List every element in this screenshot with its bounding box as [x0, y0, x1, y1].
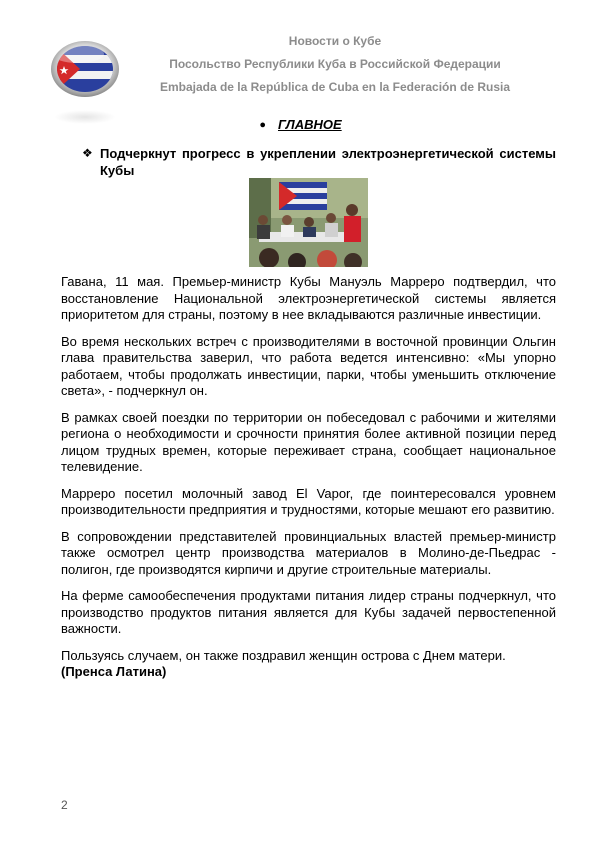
- paragraph: Во время нескольких встреч с производителями в восточной провинции Ольгин глава правительства заверил, что работа ведется интенсивно: «Мы упорно работаем, чтобы продолжать инвестиции, парки, чтобы уменьшить отключение света», - подчеркнул он.: [61, 333, 556, 398]
- paragraph: Гавана, 11 мая. Премьер-министр Кубы Мануэль Марреро подтвердил, что восстановление Национальной электроэнергетической системы является приоритетом для страны, поэтому в нее вкладываются различные инвестиции.: [61, 274, 556, 322]
- header-title: Новости о Кубе: [288, 34, 382, 48]
- paragraph: На ферме самообеспечения продуктами питания лидер страны подчеркнул, что производство продуктов питания является для Кубы задачей первостепенной важности.: [61, 588, 556, 636]
- article-body: [61, 274, 556, 681]
- bullet-icon: ●: [259, 119, 266, 131]
- header-embassy-es: Embajada de la República de Cuba en la Federación de Rusia: [159, 80, 511, 94]
- article-source: (Пренса Латина): [61, 664, 167, 679]
- article-title-text: Подчеркнут прогресс в укреплении электроэнергетической системы Кубы: [100, 146, 556, 178]
- document-header: [0, 0, 601, 110]
- page-number: 2: [61, 798, 68, 812]
- header-embassy-ru: Посольство Республики Куба в Российской Федерации: [169, 57, 501, 71]
- paragraph: В сопровождении представителей провинциальных властей премьер-министр также осмотрел центр производства материалов в Молино-де-Пьедрас - полигон, где производятся кирпичи и другие строительные материалы.: [61, 528, 556, 577]
- paragraph: В рамках своей поездки по территории он побеседовал с рабочими и жителями региона о необходимости и срочности принятия более активной позиции перед лицом трудных времен, которые переживает страна, сообщает национальное телевидение.: [61, 409, 556, 474]
- diamond-bullet-icon: ❖: [82, 146, 93, 160]
- article-title: [82, 145, 556, 179]
- cuban-flag-emblem-icon: [50, 40, 120, 98]
- section-heading: [0, 117, 601, 132]
- paragraph: Пользуясь случаем, он также поздравил женщин острова с Днем матери.: [61, 647, 506, 663]
- paragraph: Марреро посетил молочный завод El Vapor, где поинтересовался уровнем производительности предприятия и трудностями, которые мешают его развитию.: [61, 485, 556, 517]
- article-photo: [249, 178, 368, 267]
- section-label: ГЛАВНОЕ: [277, 117, 342, 132]
